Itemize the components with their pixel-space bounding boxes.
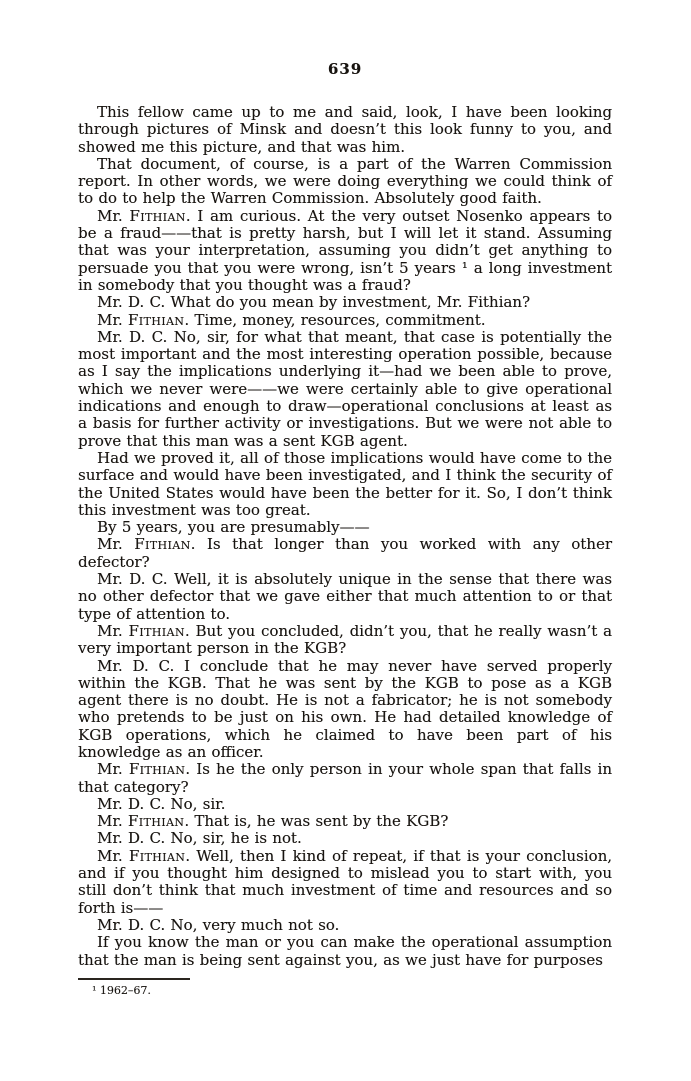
speaker-name: Fithian — [127, 310, 185, 329]
paragraph-text: Mr. D. C. No, sir, he is not. — [97, 829, 302, 848]
speaker-prefix: Mr. — [97, 310, 128, 329]
paragraph — [78, 156, 612, 208]
paragraph-text: Mr. D. C. Well, it is absolutely unique in the sense that there was no other defector that we gave either that much attention to or that type of attention to. — [78, 570, 612, 623]
paragraph — [78, 813, 612, 830]
paragraph — [78, 658, 612, 762]
paragraph — [78, 312, 612, 329]
paragraph-text: Had we proved it, all of those implications would have come to the surface and would have been investigated, and I think the security of the United States would have been the better for it. So, I don’t think this investment was too great. — [78, 448, 612, 519]
speaker-prefix: Mr. — [97, 621, 129, 640]
speaker-prefix: Mr. — [97, 846, 129, 865]
paragraph — [78, 104, 612, 156]
paragraph-text: . Time, money, resources, commitment. — [184, 310, 486, 329]
paragraph — [78, 450, 612, 519]
paragraph — [78, 796, 612, 813]
paragraph — [78, 934, 612, 969]
speaker-prefix: Mr. — [97, 206, 130, 225]
paragraph-text: If you know the man or you can make the operational assumption that the man is being sent against you, as we just have for purposes — [78, 933, 612, 969]
text-block — [78, 60, 612, 997]
speaker-name: Fithian — [129, 206, 186, 225]
paragraph — [78, 329, 612, 450]
paragraph — [78, 536, 612, 571]
paragraph-text: That document, of course, is a part of the Warren Commission report. In other words, we were doing everything we could think of to do to help the Warren Commission. Absolutely good faith. — [78, 154, 612, 208]
paragraph — [78, 848, 612, 917]
paragraph — [78, 519, 612, 536]
footnote-rule — [78, 978, 190, 980]
paragraph-text: Mr. D. C. What do you mean by investment, Mr. Fithian? — [97, 293, 531, 312]
speaker-name: Fithian — [128, 760, 186, 779]
speaker-name: Fithian — [128, 846, 186, 865]
paragraph-text: Mr. D. C. No, sir. — [97, 794, 226, 813]
paragraph-text: Mr. D. C. No, sir, for what that meant, that case is potentially the most important and the most interesting operation possible, because as I say the implications underlying it—had we been able to prove, which we never were——we were certainly able to give operational indications and enough to draw—operational conclusions at least as a basis for further activity or investigations. But we were not able to prove that this man was a sent KGB agent. — [78, 327, 612, 450]
paragraph-text: . I am curious. At the very outset Nosenko appears to be a fraud——that is pretty harsh, but I will let it stand. Assuming that was your interpretation, assuming you didn’t get anything to persuade you that you were wrong, isn’t 5 years ¹ a long investment in somebody that you thought was a fraud? — [78, 206, 612, 294]
footnote: ¹ 1962–67. — [92, 983, 151, 997]
paragraph — [78, 294, 612, 311]
paragraph — [78, 571, 612, 623]
page-number: 639 — [327, 60, 363, 78]
paragraph-text: . That is, he was sent by the KGB? — [184, 812, 449, 831]
paragraph-text: . Is that longer than you worked with any other defector? — [78, 535, 612, 571]
paragraph — [78, 761, 612, 796]
speaker-prefix: Mr. — [97, 812, 128, 831]
speaker-name: Fithian — [127, 812, 185, 831]
paragraph — [78, 208, 612, 294]
paragraph — [78, 623, 612, 658]
paragraph — [78, 917, 612, 934]
paragraph-text: . Is he the only person in your whole span that falls in that category? — [78, 760, 612, 796]
paragraph-text: . But you concluded, didn’t you, that he really wasn’t a very important person in the KGB? — [78, 621, 612, 658]
speaker-name: Fithian — [128, 621, 185, 640]
paragraph-text: Mr. D. C. I conclude that he may never have served properly within the KGB. That he was sent by the KGB to pose as a KGB agent there is no doubt. He is not a fabricator; he is not somebody who pretends to be just on his own. He had detailed knowledge of KGB operations, which he claimed to have been part of his knowledge as an officer. — [78, 656, 612, 761]
paragraph — [78, 830, 612, 847]
speaker-prefix: Mr. — [97, 760, 129, 779]
speaker-prefix: Mr. — [97, 535, 135, 554]
paragraph-text: . Well, then I kind of repeat, if that is your conclusion, and if you thought him designed to mislead you to start with, you still don’t think that much investment of time and resources and so forth is—— — [78, 846, 612, 917]
speaker-name: Fithian — [134, 535, 191, 554]
paragraph-text: This fellow came up to me and said, look, I have been looking through pictures of Minsk and doesn’t this look funny to you, and showed me this picture, and that was him. — [78, 103, 612, 156]
paragraph-text: By 5 years, you are presumably—— — [97, 518, 370, 537]
paragraph-text: Mr. D. C. No, very much not so. — [97, 915, 340, 934]
